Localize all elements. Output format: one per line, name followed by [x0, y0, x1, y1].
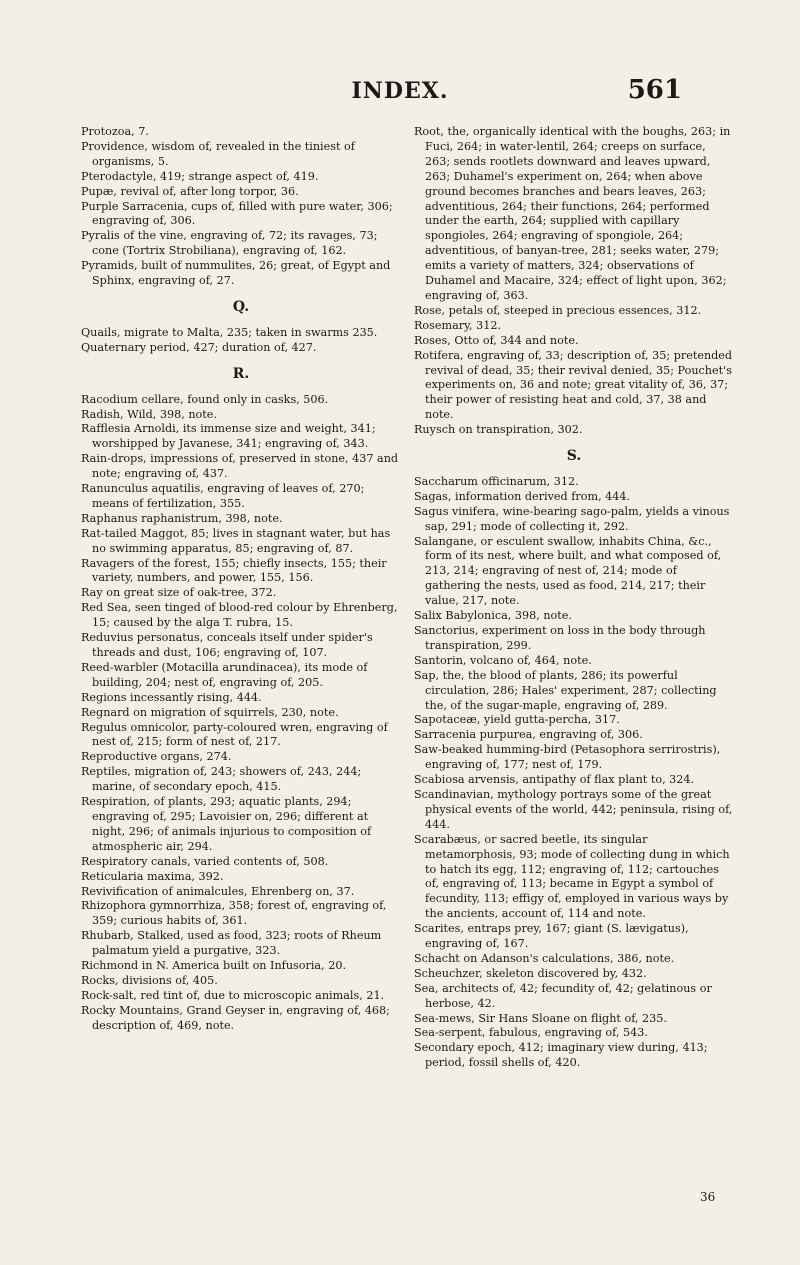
index-entry: Rafflesia Arnoldi, its immense size and weight, 341; worshipped by Javanese, 341; engraving of, 343. [81, 422, 376, 451]
index-entry: Rocks, divisions of, 405. [81, 973, 218, 987]
index-entry: Schacht on Adanson's calculations, 386, note. [414, 951, 675, 965]
index-entry: Rhizophora gymnorrhiza, 358; forest of, engraving of, 359; curious habits of, 361. [81, 899, 387, 928]
index-entry: Reed-warbler (Motacilla arundinacea), its mode of building, 204; nest of, engraving of, 205. [81, 660, 368, 689]
index-entry: Richmond in N. America built on Infusoria, 20. [81, 959, 347, 973]
index-entry: Reticularia maxima, 392. [81, 869, 224, 883]
index-entry: Ruysch on transpiration, 302. [414, 423, 583, 437]
index-entry: Salix Babylonica, 398, note. [414, 609, 572, 623]
index-entry: Rosemary, 312. [414, 318, 502, 332]
index-entry: Roses, Otto of, 344 and note. [414, 333, 579, 347]
index-entry: Regnard on migration of squirrels, 230, note. [81, 705, 339, 719]
index-entry: Protozoa, 7. [81, 125, 149, 138]
index-entry: Red Sea, seen tinged of blood-red colour by Ehrenberg, 15; caused by the alga T. rubra, 15. [81, 601, 398, 630]
index-entry: Rotifera, engraving of, 33; description of, 35; pretended revival of dead, 35; their revival denied, 35; Pouchet's experiments on, 36 and note; great vitality of, 36, 37; their power of resisting heat and cold, 37, 38 and note. [414, 348, 733, 422]
left-column [81, 125, 401, 1034]
index-entry: Rose, petals of, steeped in precious essences, 312. [414, 303, 702, 317]
index-entry: Reproductive organs, 274. [81, 750, 232, 764]
index-entry: Scandinavian, mythology portrays some of the great physical events of the world, 442; peninsula, rising of, 444. [414, 787, 733, 831]
index-entry: Saccharum officinarum, 312. [414, 474, 579, 488]
index-entry: Rhubarb, Stalked, used as food, 323; roots of Rheum palmatum yield a purgative, 323. [81, 929, 382, 958]
index-entry: Santorin, volcano of, 464, note. [414, 653, 592, 667]
index-entry: Sea, architects of, 42; fecundity of, 42; gelatinous or herbose, 42. [414, 981, 712, 1010]
index-entry: Rat-tailed Maggot, 85; lives in stagnant water, but has no swimming apparatus, 85; engraving of, 87. [81, 526, 391, 555]
index-entry: Salangane, or esculent swallow, inhabits China, &c., form of its nest, where built, and what composed of, 213, 214; engraving of nest of, 214; mode of gathering the nests, used as food, 214, 217; their value, 217, note. [414, 534, 722, 608]
index-entry: Scarites, entraps prey, 167; giant (S. lævigatus), engraving of, 167. [414, 922, 689, 951]
index-entry: Sea-serpent, fabulous, engraving of, 543. [414, 1026, 648, 1040]
index-entry: Sea-mews, Sir Hans Sloane on flight of, 235. [414, 1011, 667, 1025]
index-entry: Scabiosa arvensis, antipathy of flax plant to, 324. [414, 773, 695, 787]
index-entry: Rocky Mountains, Grand Geyser in, engraving of, 468; description of, 469, note. [81, 1003, 390, 1032]
index-entry: Ray on great size of oak-tree, 372. [81, 586, 277, 600]
index-entry: Raphanus raphanistrum, 398, note. [81, 511, 283, 525]
page-title: INDEX. [351, 78, 449, 104]
index-entry: Ranunculus aquatilis, engraving of leaves of, 270; means of fertilization, 355. [81, 482, 365, 510]
index-entry: Scarabæus, or sacred beetle, its singular metamorphosis, 93; mode of collecting dung in which to hatch its egg, 112; engraving of, 112; cartouches of, engraving of, 113; became in Egypt a symbol of fecundity, 113; effigy of, employed in various ways by the ancients, account of, 114 and note. [414, 832, 730, 921]
index-entry: Regions incessantly rising, 444. [81, 690, 262, 704]
index-entry: Secondary epoch, 412; imaginary view during, 413; period, fossil shells of, 420. [414, 1041, 708, 1070]
index-entry: Racodium cellare, found only in casks, 506. [81, 392, 329, 406]
index-entry: Purple Sarracenia, cups of, filled with pure water, 306; engraving of, 306. [81, 199, 393, 228]
index-entry: Respiration, of plants, 293; aquatic plants, 294; engraving of, 295; Lavoisier on, 296; different at night, 296; of animals injurious to composition of atmospheric air, 294. [81, 795, 372, 853]
index-entry: Quaternary period, 427; duration of, 427. [81, 340, 317, 354]
index-entry: Scheuchzer, skeleton discovered by, 432. [414, 966, 647, 980]
index-entry: Sagas, information derived from, 444. [414, 489, 631, 503]
section-letter: S. [566, 448, 582, 465]
index-entry: Sap, the, the blood of plants, 286; its powerful circulation, 286; Hales' experiment, 287; collecting the, of the sugar-maple, engraving of, 289. [414, 668, 717, 712]
section-letter: R. [232, 365, 250, 382]
index-entry: Radish, Wild, 398, note. [81, 407, 217, 421]
page-number: 561 [627, 75, 682, 105]
signature-mark: 36 [700, 1190, 716, 1204]
index-entry: Sanctorius, experiment on loss in the body through transpiration, 299. [414, 624, 706, 652]
index-entry: Quails, migrate to Malta, 235; taken in swarms 235. [81, 325, 378, 339]
index-entry: Ravagers of the forest, 155; chiefly insects, 155; their variety, numbers, and power, 155, 156. [81, 556, 387, 585]
index-entry: Sagus vinifera, wine-bearing sago-palm, yields a vinous sap, 291; mode of collecting it, 292. [414, 504, 730, 533]
section-letter: Q. [232, 298, 250, 315]
index-entry: Sarracenia purpurea, engraving of, 306. [414, 728, 643, 742]
index-entry: Reptiles, migration of, 243; showers of, 243, 244; marine, of secondary epoch, 415. [81, 765, 362, 794]
index-entry: Pyramids, built of nummulites, 26; great, of Egypt and Sphinx, engraving of, 27. [81, 259, 391, 288]
index-entry: Saw-beaked humming-bird (Petasophora serrirostris), engraving of, 177; nest of, 179. [414, 743, 721, 772]
index-entry: Providence, wisdom of, revealed in the tiniest of organisms, 5. [81, 139, 355, 168]
index-entry: Sapotaceæ, yield gutta-percha, 317. [414, 713, 620, 727]
index-entry: Rain-drops, impressions of, preserved in stone, 437 and note; engraving of, 437. [81, 452, 399, 481]
right-column [414, 125, 734, 1071]
index-entry: Regulus omnicolor, party-coloured wren, engraving of nest of, 215; form of nest of, 217. [81, 720, 388, 749]
index-entry: Respiratory canals, varied contents of, 508. [81, 854, 329, 868]
index-entry: Pupæ, revival of, after long torpor, 36. [81, 184, 299, 198]
index-entry: Revivification of animalcules, Ehrenberg on, 37. [81, 884, 355, 898]
index-entry: Reduvius personatus, conceals itself under spider's threads and dust, 106; engraving of, 107. [81, 631, 373, 659]
index-entry: Pterodactyle, 419; strange aspect of, 419. [81, 169, 319, 183]
index-entry: Pyralis of the vine, engraving of, 72; its ravages, 73; cone (Tortrix Strobiliana), engraving of, 162. [81, 229, 378, 258]
page-header [0, 75, 800, 108]
index-entry: Rock-salt, red tint of, due to microscopic animals, 21. [81, 988, 385, 1002]
index-entry: Root, the, organically identical with the boughs, 263; in Fuci, 264; in water-lentil, 264; creeps on surface, 263; sends rootlets downward and leaves upward, 263; Duhamel's experiment on, 264; when above ground becomes branches and bears leaves, 263; adventitious, 264; their functions, 264; performed under the earth, 264; supplied with capillary spongioles, 264; engraving of spongiole, 264; adventitious, of banyan-tree, 281; seeks water, 279; emits a variety of matters, 324; observations of Duhamel and Macaire, 324; effect of light upon, 362; engraving of, 363. [414, 125, 731, 302]
